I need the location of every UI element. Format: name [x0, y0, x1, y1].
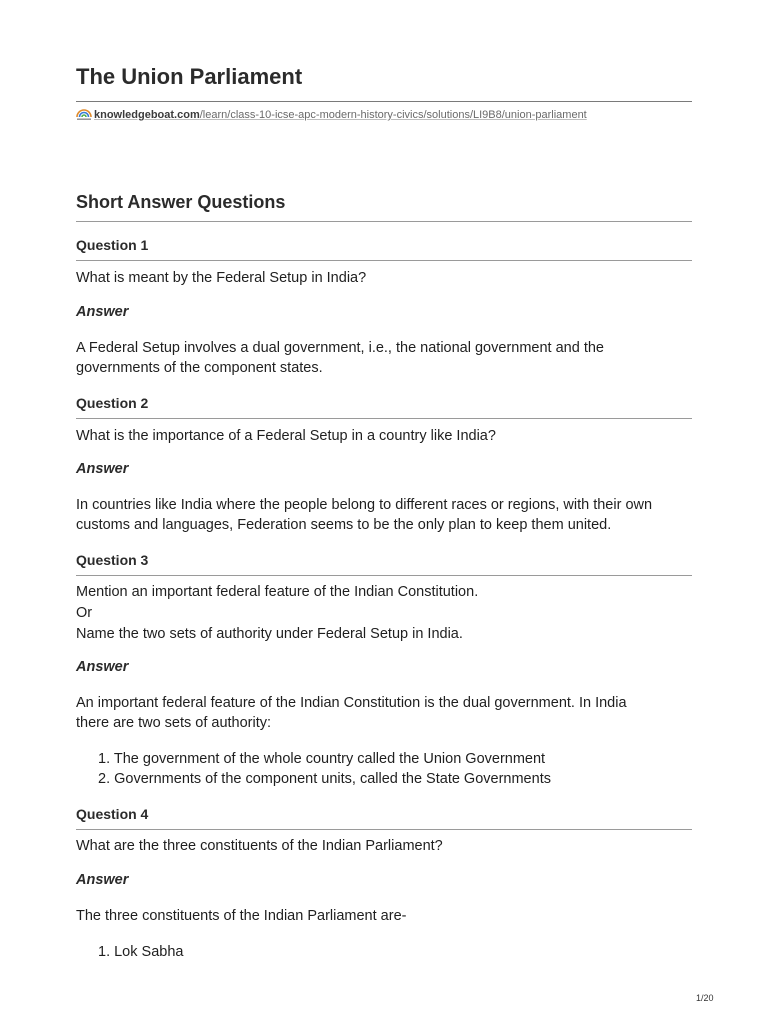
question-4-divider — [76, 829, 692, 830]
question-4-answer-label: Answer — [76, 872, 129, 888]
section-divider — [76, 221, 692, 222]
question-4-text: What are the three constituents of the Indian Parliament? — [76, 838, 443, 854]
source-path[interactable]: /learn/class-10-icse-apc-modern-history-civics/solutions/LI9B8/union-parliament — [199, 109, 587, 121]
section-title: Short Answer Questions — [76, 192, 286, 212]
list-item: 1. The government of the whole country called the Union Government — [98, 751, 546, 767]
source-domain[interactable]: knowledgeboat.com — [94, 109, 200, 121]
question-2-text: What is the importance of a Federal Setup in a country like India? — [76, 428, 496, 444]
question-1-answer-label: Answer — [76, 304, 129, 320]
source-link[interactable] — [76, 107, 587, 123]
knowledgeboat-logo-icon — [76, 108, 92, 122]
title-divider — [76, 101, 692, 102]
question-1-answer-line: A Federal Setup involves a dual government, i.e., the national government and the — [76, 340, 604, 356]
question-3-heading: Question 3 — [76, 552, 149, 568]
page-number: 1/20 — [696, 993, 714, 1003]
question-3-text: Or — [76, 605, 93, 621]
question-3-answer-line: there are two sets of authority: — [76, 715, 272, 731]
question-2-divider — [76, 418, 692, 419]
question-1-heading: Question 1 — [76, 237, 149, 253]
document-title: The Union Parliament — [76, 64, 303, 89]
question-3-text: Name the two sets of authority under Federal Setup in India. — [76, 626, 463, 642]
list-item: 2. Governments of the component units, called the State Governments — [98, 771, 551, 787]
question-2-answer-line: customs and languages, Federation seems to be the only plan to keep them united. — [76, 517, 612, 533]
question-2-answer-label: Answer — [76, 461, 129, 477]
question-3-answer-label: Answer — [76, 659, 129, 675]
question-2-answer-line: In countries like India where the people belong to different races or regions, with their own — [76, 497, 653, 513]
question-4-heading: Question 4 — [76, 806, 149, 822]
question-1-answer-line: governments of the component states. — [76, 360, 323, 376]
question-1-divider — [76, 260, 692, 261]
question-3-answer-line: An important federal feature of the Indian Constitution is the dual government. In India — [76, 695, 627, 711]
question-4-answer-line: The three constituents of the Indian Parliament are- — [76, 908, 407, 924]
question-3-divider — [76, 575, 692, 576]
question-1-text: What is meant by the Federal Setup in India? — [76, 270, 367, 286]
question-3-text: Mention an important federal feature of the Indian Constitution. — [76, 584, 479, 600]
question-2-heading: Question 2 — [76, 395, 149, 411]
list-item: 1. Lok Sabha — [98, 944, 184, 960]
